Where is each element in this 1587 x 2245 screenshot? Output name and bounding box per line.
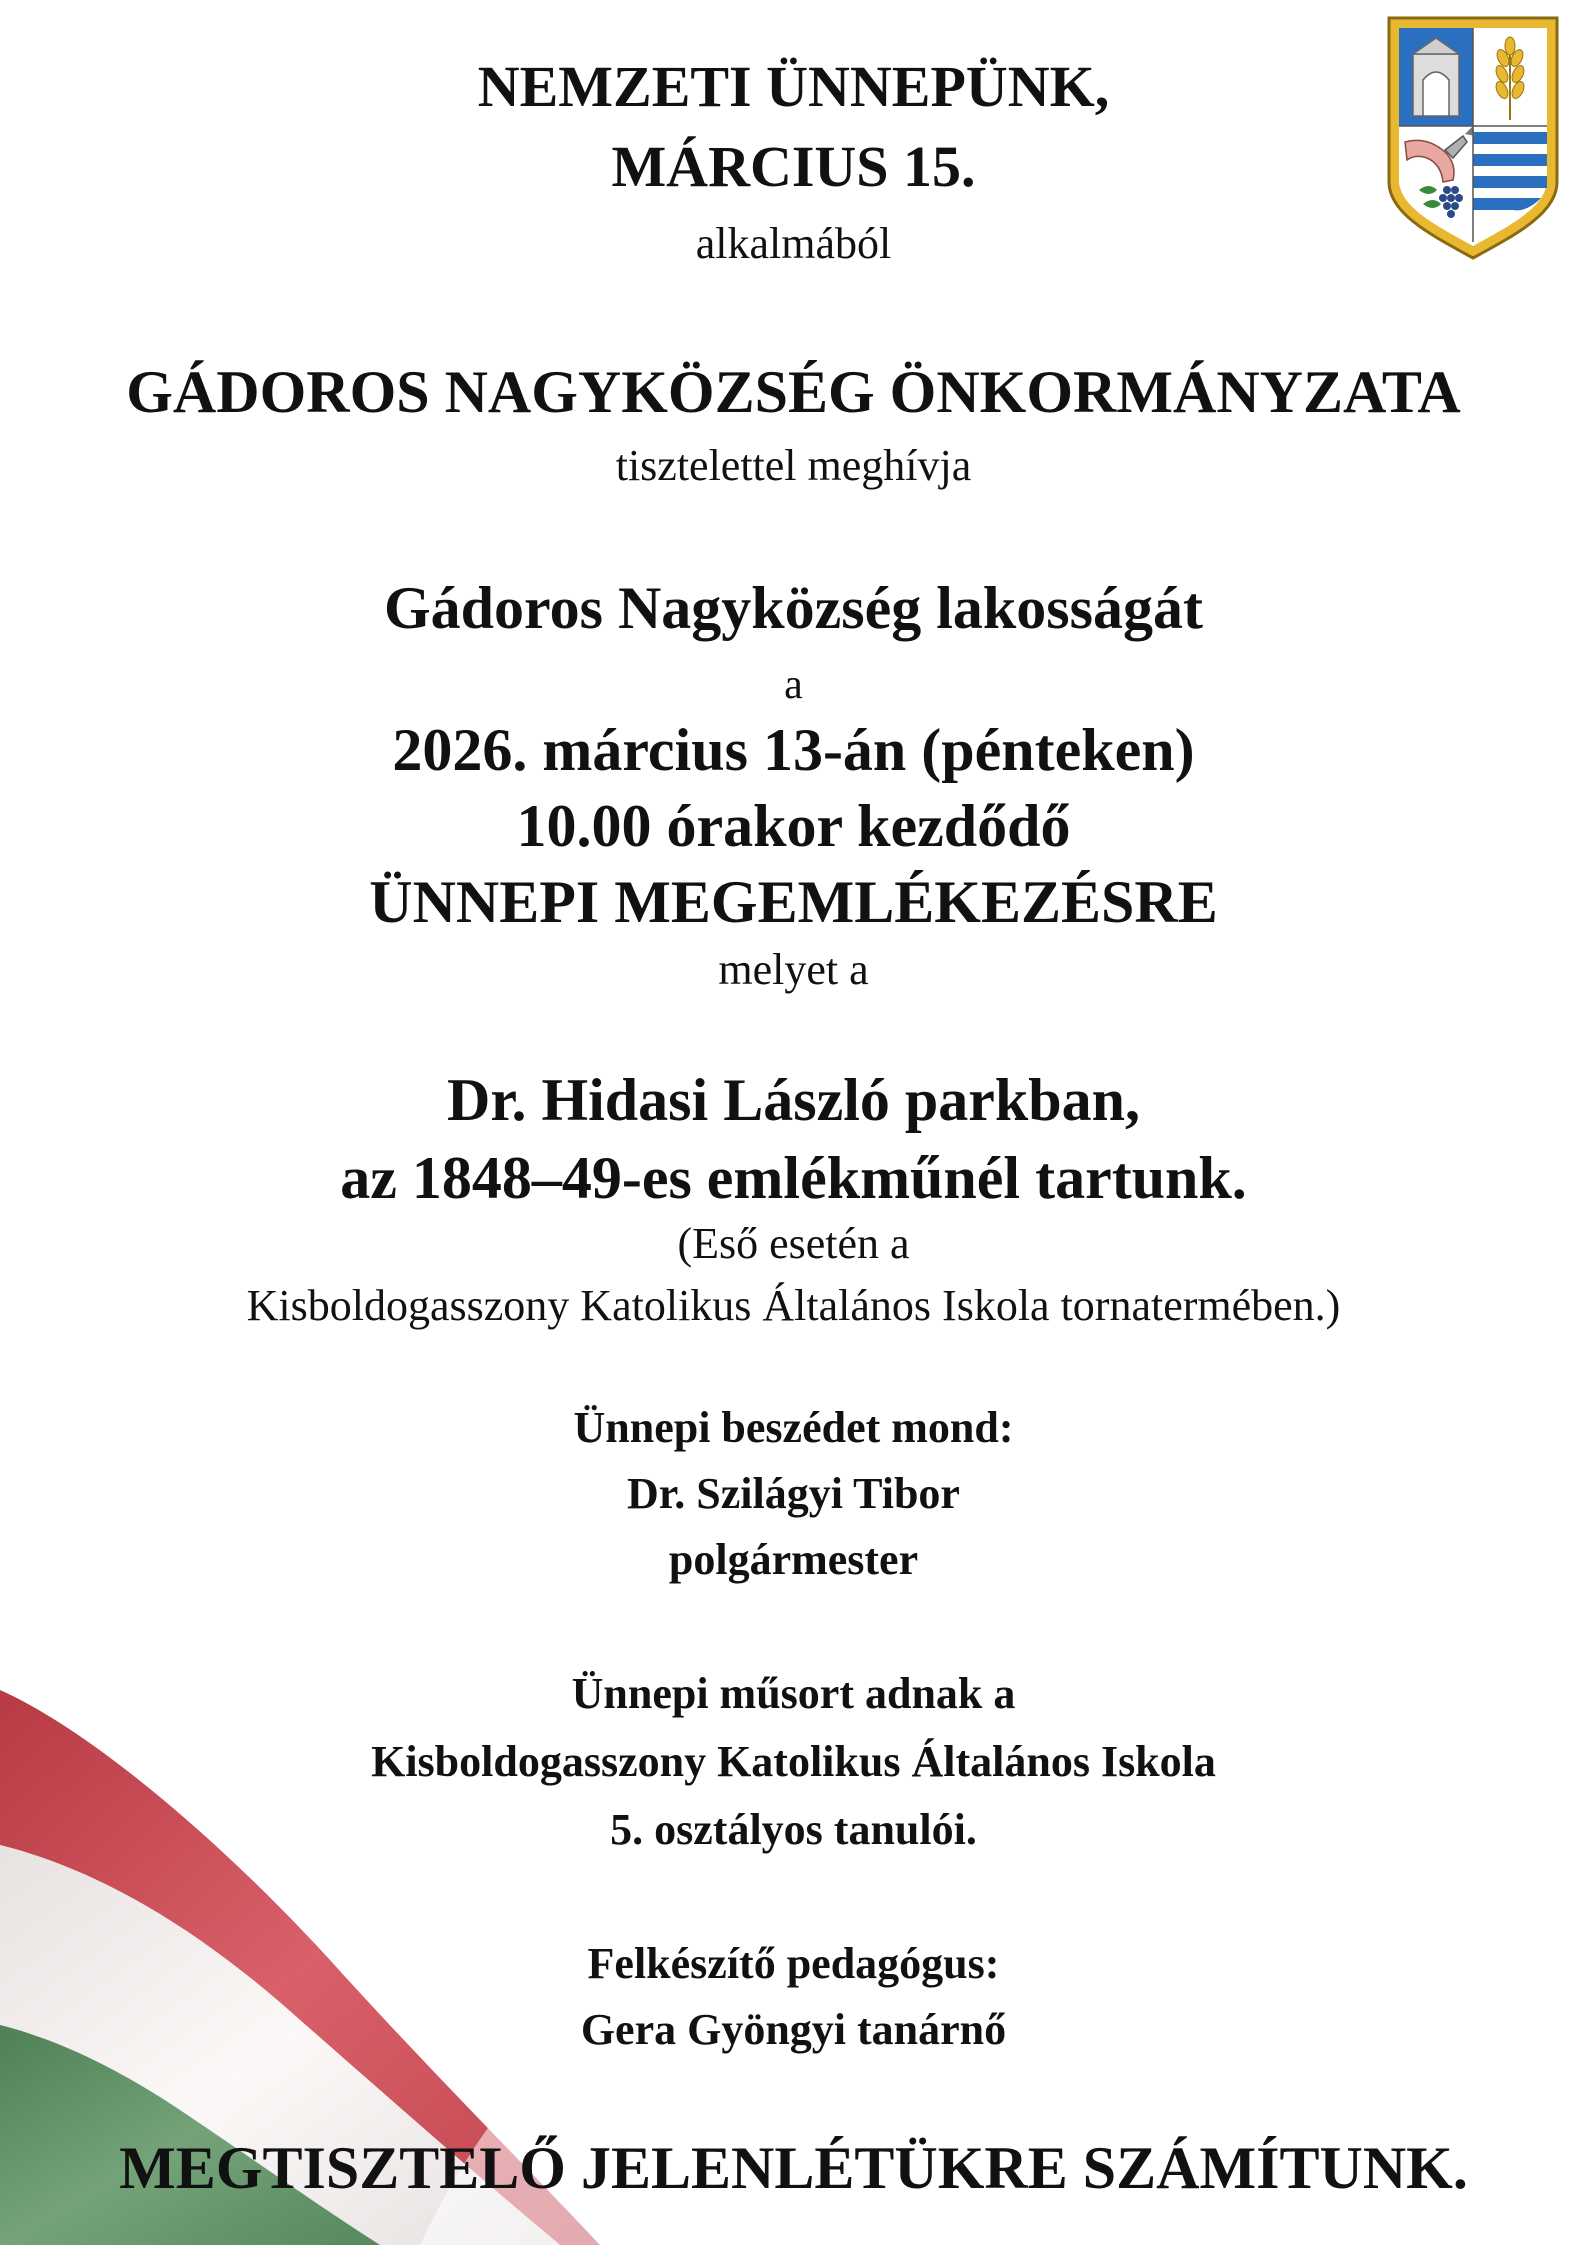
- speech-role: polgármester: [668, 1535, 919, 1584]
- teacher-label: Felkészítő pedagógus:: [587, 1939, 1000, 1988]
- heading-line-1: NEMZETI ÜNNEPÜNK,: [477, 54, 1110, 119]
- program-line-3: 5. osztályos tanulói.: [610, 1805, 977, 1854]
- host-invites: tisztelettel meghívja: [615, 441, 972, 490]
- closing-line: MEGTISZTELŐ JELENLÉTÜKRE SZÁMÍTUNK.: [119, 2135, 1468, 2201]
- heading-occasion: alkalmából: [695, 219, 892, 268]
- speech-label: Ünnepi beszédet mond:: [573, 1403, 1014, 1452]
- teacher-name: Gera Gyöngyi tanárnő: [580, 2005, 1007, 2054]
- invitation-article: a: [784, 662, 803, 708]
- location-park: Dr. Hidasi László parkban,: [447, 1067, 1140, 1133]
- program-line-1: Ünnepi műsort adnak a: [571, 1669, 1016, 1718]
- location-rain-note-2: Kisboldogasszony Katolikus Általános Iskola tornatermében.): [246, 1281, 1341, 1330]
- invitation-time: 10.00 órakor kezdődő: [516, 793, 1071, 859]
- invitation-which: melyet a: [718, 945, 869, 994]
- invitation-event: ÜNNEPI MEGEMLÉKEZÉSRE: [369, 869, 1218, 935]
- invitation-audience: Gádoros Nagyközség lakosságát: [384, 575, 1203, 641]
- speech-speaker: Dr. Szilágyi Tibor: [627, 1469, 960, 1518]
- invitation-date: 2026. március 13-án (pénteken): [392, 717, 1195, 783]
- gadoros-coat-of-arms-icon: [1383, 14, 1563, 262]
- location-rain-note-1: (Eső esetén a: [677, 1219, 910, 1268]
- heading-line-2: MÁRCIUS 15.: [611, 134, 976, 199]
- host-name: GÁDOROS NAGYKÖZSÉG ÖNKORMÁNYZATA: [126, 359, 1461, 425]
- program-line-2: Kisboldogasszony Katolikus Általános Iskola: [371, 1737, 1216, 1786]
- location-monument: az 1848–49-es emlékműnél tartunk.: [340, 1145, 1247, 1211]
